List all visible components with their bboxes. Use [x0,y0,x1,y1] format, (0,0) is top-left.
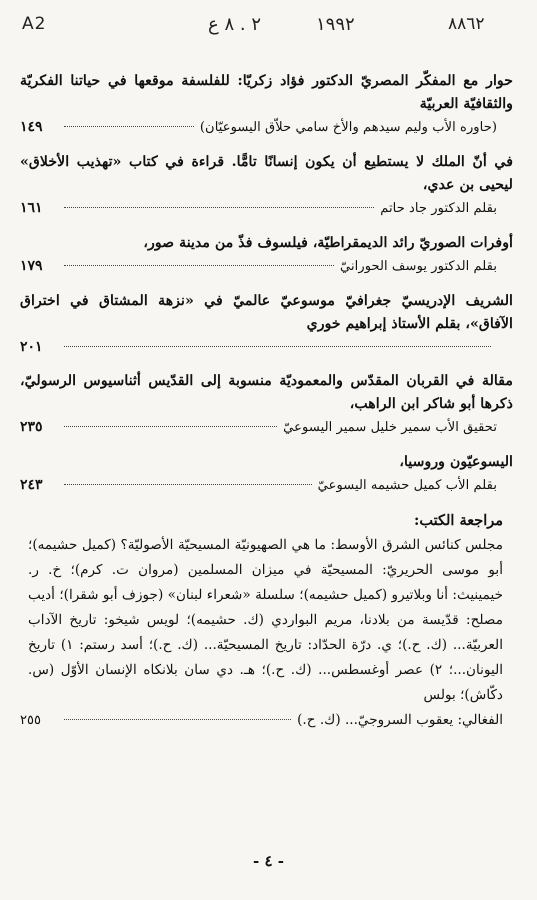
toc-entry [20,290,513,358]
entry-title: الشريف الإدريسيّ جغرافيّ موسوعيّ عالميّ في «نزهة المشتاق في اختراق الآفاق»، بقلم الأستاذ إبراهيم خوري [20,293,513,332]
handwritten-mark-left: A2 [22,14,47,34]
entry-author: بقلم الأب كميل حشيمه اليسوعيّ [317,478,497,493]
toc-entry [20,370,513,439]
book-reviews-page: ٢٥٥ [20,713,41,728]
dot-leader [64,426,277,427]
handwritten-year: ١٩٩٢ [316,14,355,35]
toc-entry [20,70,513,139]
handwritten-mark-right: ٨٨٦٢ [448,14,485,34]
page-number: - ٤ - [253,852,284,870]
entry-title: أوفرات الصوريّ رائد الديمقراطيّة، فيلسوف فذّ من مدينة صور، [143,235,513,251]
entry-title: في أنّ الملك لا يستطيع أن يكون إنسانًا تامًّا. قراءة في كتاب «تهذيب الأخلاق» ليحيى بن عدي، [20,154,513,193]
entry-title: مقالة في القربان المقدّس والمعموديّة منسوبة إلى القدّيس أثناسيوس الرسوليّ، ذكرها أبو شاكر ابن الراهب، [20,373,513,412]
entry-author: (حاوره الأب وليم سيدهم والأخ سامي حلاّق اليسوعيّان) [199,120,497,135]
entry-author-line [20,197,513,220]
entry-author-line [20,416,513,439]
entry-page: ٢٠١ [20,339,43,355]
table-of-contents [20,70,513,733]
dot-leader [64,484,312,485]
entry-author: تحقيق الأب سمير خليل سمير اليسوعيّ [283,420,497,435]
entry-author-line [20,255,513,278]
toc-entry [20,151,513,220]
entry-title: حوار مع المفكّر المصريّ الدكتور فؤاد زكريّا: للفلسفة موقعها في حياتنا الفكريّة والثقافيّة العربيّة [20,73,513,112]
entry-author: بقلم الدكتور يوسف الحورانيّ [340,259,497,274]
dot-leader [64,207,374,208]
entry-page: ٢٣٥ [20,419,43,435]
dot-leader [64,126,194,127]
book-reviews-last-text: الفغالي: يعقوب السروجيّ... (ك. ح.) [297,712,503,728]
book-reviews-body: مجلس كنائس الشرق الأوسط: ما هي الصهيونيّة المسيحيّة الأصوليّة؟ (كميل حشيمه)؛ أبو موسى الحريريّ: المسيحيّة في ميزان المسلمين (مروان ت. كرم)؛ خ. ر. خيمينيث: أنا وبلاتيرو (كميل حشيمه)؛ سلسلة «شعراء لبنان» (جوزف أبو شقرا)؛ أديب مصلح: قدّيسة من بلادنا، مريم البواردي (ك. حشيمه)؛ لويس شيخو: تاريخ الآداب العربيّة... (ك. ح.)؛ ي. درّة الحدّاد: تاريخ المسيحيّة... (ك. ح.)؛ أسد رستم: ١) تاريخ اليونان...؛ ٢) عصر أوغسطس... (ك. ح.)؛ هـ. دي سان بلانكاه الإنسان الأوّل (س. دكّاش)؛ بولس [28,537,503,703]
dot-leader [64,719,291,720]
entry-author: بقلم الدكتور جاد حاتم [380,201,497,216]
entry-author-line [20,474,513,497]
book-reviews-last-line [20,708,513,733]
dot-leader [64,346,491,347]
entry-title: اليسوعيّون وروسيا، [399,454,513,470]
entry-author-line [20,336,513,358]
toc-entry [20,232,513,278]
book-reviews-heading: مراجعة الكتب: [414,512,503,529]
entry-page: ١٦١ [20,200,43,216]
entry-page: ١٧٩ [20,258,43,274]
handwritten-issue-number: ٢ . ٨ ع [208,14,261,35]
toc-entry [20,451,513,497]
entry-author-line [20,116,513,139]
entry-page: ٢٤٣ [20,477,43,493]
dot-leader [64,265,334,266]
entry-page: ١٤٩ [20,119,43,135]
